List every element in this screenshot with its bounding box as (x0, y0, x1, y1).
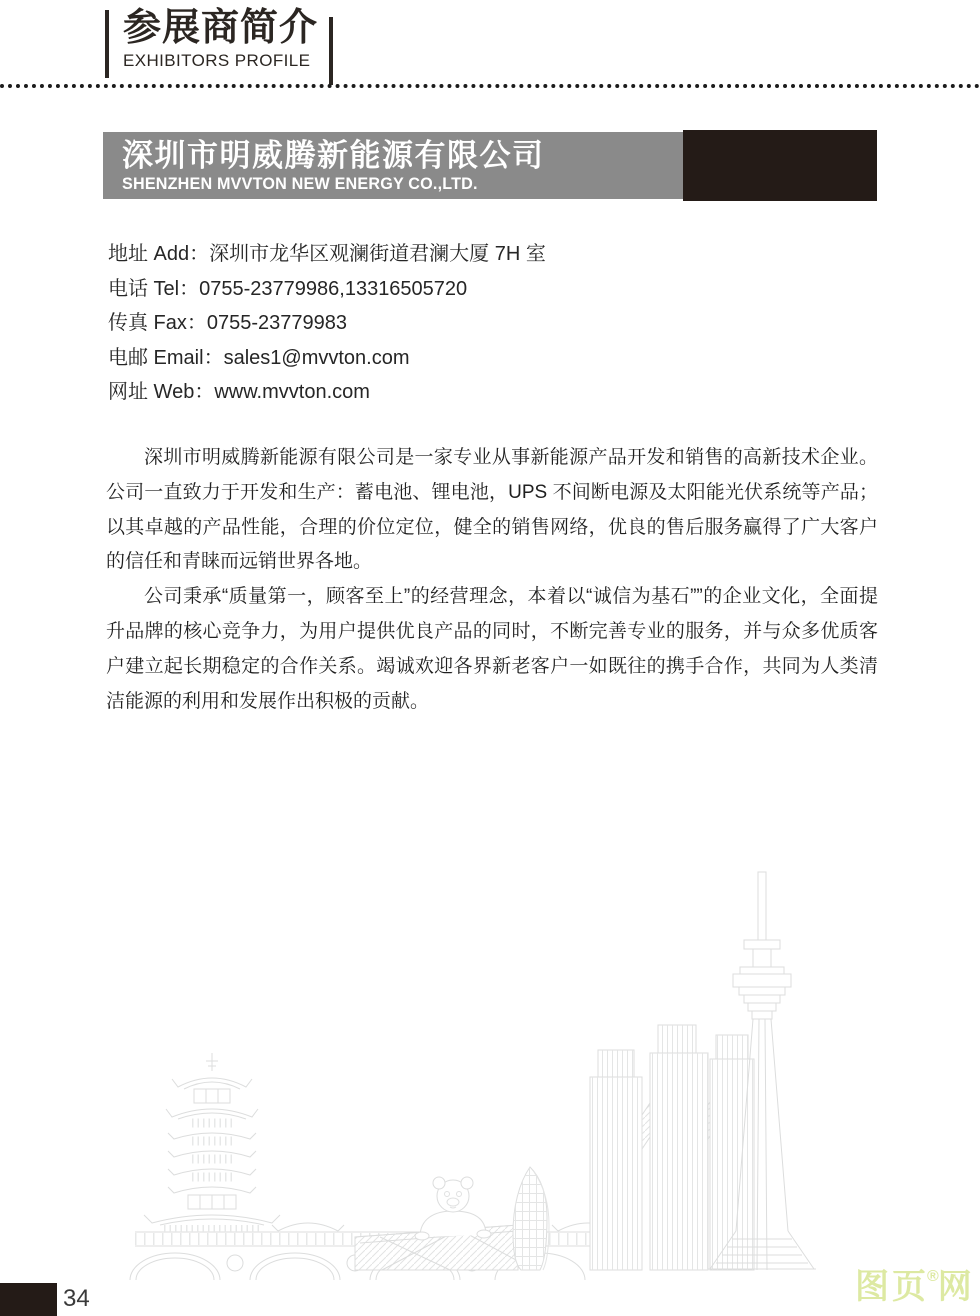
web-value: www.mvvton.com (214, 381, 370, 404)
registered-trademark-icon: ® (927, 1268, 939, 1285)
contact-row-email (108, 341, 546, 376)
contact-row-address (108, 237, 546, 272)
watermark-logo (855, 1259, 975, 1308)
banner-dark-block (683, 130, 877, 201)
company-name-cn: 深圳市明威腾新能源有限公司 (122, 138, 545, 173)
company-banner (103, 132, 877, 199)
tel-value: 0755-23779986,13316505720 (199, 277, 468, 300)
office-towers-illustration (590, 1025, 754, 1270)
panda-illustration (355, 1177, 518, 1270)
fax-label: 传真 Fax： (108, 312, 207, 335)
section-title-cn: 参展商简介 (123, 7, 319, 49)
watermark-suffix: 网 (937, 1268, 975, 1306)
header-right-rule (329, 17, 333, 85)
contact-row-tel (108, 272, 546, 307)
web-label: 网址 Web： (108, 381, 215, 404)
email-value: sales1@mvvton.com (223, 346, 410, 369)
email-label: 电邮 Email： (108, 346, 224, 369)
company-banner-gray (103, 132, 683, 199)
tel-label: 电话 Tel： (108, 277, 200, 300)
profile-paragraph-1: 深圳市明威腾新能源有限公司是一家专业从事新能源产品开发和销售的高新技术企业。公司一直致力于开发和生产：蓄电池、锂电池，UPS 不间断电源及太阳能光伏系统等产品；以其卓越的产品性能，合理的价位定位，健全的销售网络，优良的售后服务赢得了广大客户的信任和青睐而远销世界各地。 (106, 447, 878, 573)
pagoda-illustration (144, 1053, 280, 1229)
profile-paragraph-2: 公司秉承“质量第一，顾客至上”的经营理念，本着以“诚信为基石””的企业文化，全面提升品牌的核心竞争力，为用户提供优良产品的同时，不断完善专业的服务，并与众多优质客户建立起长期稳定的合作关系。竭诚欢迎各界新老客户一如既往的携手合作，共同为人类清洁能源的利用和发展作出积极的贡献。 (106, 586, 878, 712)
fax-value: 0755-23779983 (206, 312, 348, 335)
contact-list (108, 237, 546, 410)
address-label: 地址 Add： (108, 243, 210, 265)
address-value: 深圳市龙华区观澜街道君澜大厦 7H 室 (209, 243, 546, 265)
bullet-tower-illustration (513, 1167, 549, 1270)
watermark-prefix: 图页 (855, 1268, 929, 1306)
section-title-en: EXHIBITORS PROFILE (123, 50, 311, 70)
contact-row-fax (108, 306, 546, 341)
company-name-en: SHENZHEN MVVTON NEW ENERGY CO.,LTD. (122, 173, 478, 193)
contact-row-web (108, 375, 546, 410)
dotted-divider (0, 84, 980, 88)
city-skyline-illustration (120, 865, 880, 1285)
page-number: 34 (63, 1285, 90, 1312)
company-profile (106, 441, 878, 719)
section-header (105, 8, 333, 85)
page-number-block (0, 1283, 57, 1316)
